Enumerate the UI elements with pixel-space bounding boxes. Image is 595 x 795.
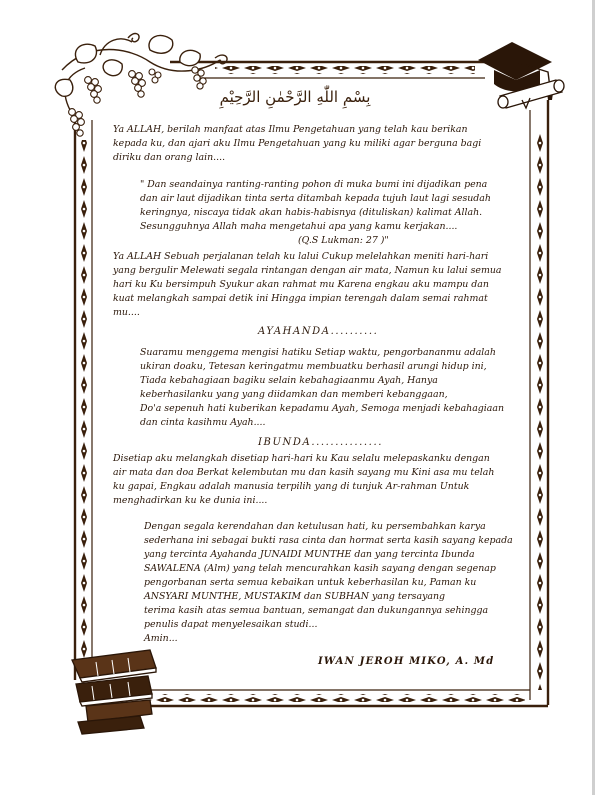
quote-line-2: dan air laut dijadikan tinta serta ditambah kepada tujuh laut lagi sesudah <box>140 193 491 204</box>
prayer-line-3: hari ku Ku bersimpuh Syukur akan rahmat mu Karena engkau aku mampu dan <box>113 279 489 290</box>
dedication-line-9: Amin... <box>144 633 178 644</box>
quote-line-4: Sesungguhnya Allah maha mengetahui apa yang kamu kerjakan.... <box>140 221 458 232</box>
dedication-line-5: pengorbanan serta semua kebaikan untuk keberhasilan ku, Paman ku <box>144 577 477 588</box>
prayer-line-2: yang bergulir Melewati segala rintangan dengan air mata, Namun ku lalui semua <box>113 265 502 276</box>
prayer-line-5: mu.... <box>113 307 140 318</box>
ibunda-line-2: air mata dan doa Berkat kelembutan mu dan kasih sayang mu Kini asa mu telah <box>113 467 495 478</box>
intro-line-2: kepada ku, dan ajari aku Ilmu Pengetahuan yang ku miliki agar berguna bagi <box>113 138 482 149</box>
author-signature: IWAN JEROH MIKO, A. Md <box>318 656 495 667</box>
ibunda-line-3: ku gapai, Engkau adalah manusia terpilih yang di tunjuk Ar-rahman Untuk <box>113 481 470 492</box>
prayer-line-1: Ya ALLAH Sebuah perjalanan telah ku lalui Cukup melelahkan meniti hari-hari <box>113 251 489 262</box>
ayahanda-line-5: Do'a sepenuh hati kuberikan kepadamu Ayah, Semoga menjadi kebahagiaan <box>140 403 504 414</box>
ayahanda-line-4: keberhasilanku yang yang diidamkan dan memberi kebanggaan, <box>140 389 448 400</box>
top-border <box>170 62 485 78</box>
stacked-books-icon <box>72 650 156 734</box>
quote-line-3: keringnya, niscaya tidak akan habis-habisnya (dituliskan) kalimat Allah. <box>140 207 483 218</box>
dedication-line-4: SAWALENA (Alm) yang telah mencurahkan kasih sayang dengan segenap <box>144 563 496 574</box>
dedication-line-2: sederhana ini sebagai bukti rasa cinta dan hormat serta kasih sayang kepada <box>144 535 513 546</box>
ayahanda-line-3: Tiada kebahagiaan bagiku selain kebahagiaanmu Ayah, Hanya <box>140 375 438 386</box>
intro-line-1: Ya ALLAH, berilah manfaat atas Ilmu Pengetahuan yang telah kau berikan <box>113 124 468 135</box>
ayahanda-heading: AYAHANDA.......... <box>258 326 379 337</box>
left-border <box>75 120 92 680</box>
prayer-line-4: kuat melangkah sampai detik ini Hingga impian terengah dalam semai rahmat <box>113 293 488 304</box>
ibunda-line-4: menghadirkan ku ke dunia ini.... <box>113 495 268 506</box>
quote-line-1: " Dan seandainya ranting-ranting pohon di muka bumi ini dijadikan pena <box>140 179 488 190</box>
dedication-line-8: penulis dapat menyelesaikan studi... <box>144 619 318 630</box>
intro-line-3: diriku dan orang lain.... <box>113 152 226 163</box>
dedication-line-1: Dengan segala kerendahan dan ketulusan hati, ku persembahkan karya <box>144 521 486 532</box>
ayahanda-line-2: ukiran doaku, Tetesan keringatmu membuatku berhasil arungi hidup ini, <box>140 361 487 372</box>
dedication-line-7: terima kasih atas semua bantuan, semangat dan dukungannya sehingga <box>144 605 489 616</box>
ayahanda-line-6: dan cinta kasihmu Ayah.... <box>140 417 266 428</box>
dedication-line-3: yang tercinta Ayahanda JUNAIDI MUNTHE dan yang tercinta Ibunda <box>144 549 475 560</box>
ibunda-heading: IBUNDA............... <box>258 437 383 448</box>
right-border <box>530 100 548 705</box>
ibunda-line-1: Disetiap aku melangkah disetiap hari-hari ku Kau selalu melepaskanku dengan <box>113 453 490 464</box>
bismillah-calligraphy: بِسْمِ اللّٰهِ الرَّحْمٰنِ الرَّحِيْمِ <box>219 88 371 106</box>
bottom-border <box>130 690 548 706</box>
ayahanda-line-1: Suaramu menggema mengisi hatiku Setiap waktu, pengorbananmu adalah <box>140 347 496 358</box>
dedication-line-6: ANSYARI MUNTHE, MUSTAKIM dan SUBHAN yang tersayang <box>144 591 446 602</box>
quote-citation: (Q.S Lukman: 27 )" <box>298 235 389 246</box>
